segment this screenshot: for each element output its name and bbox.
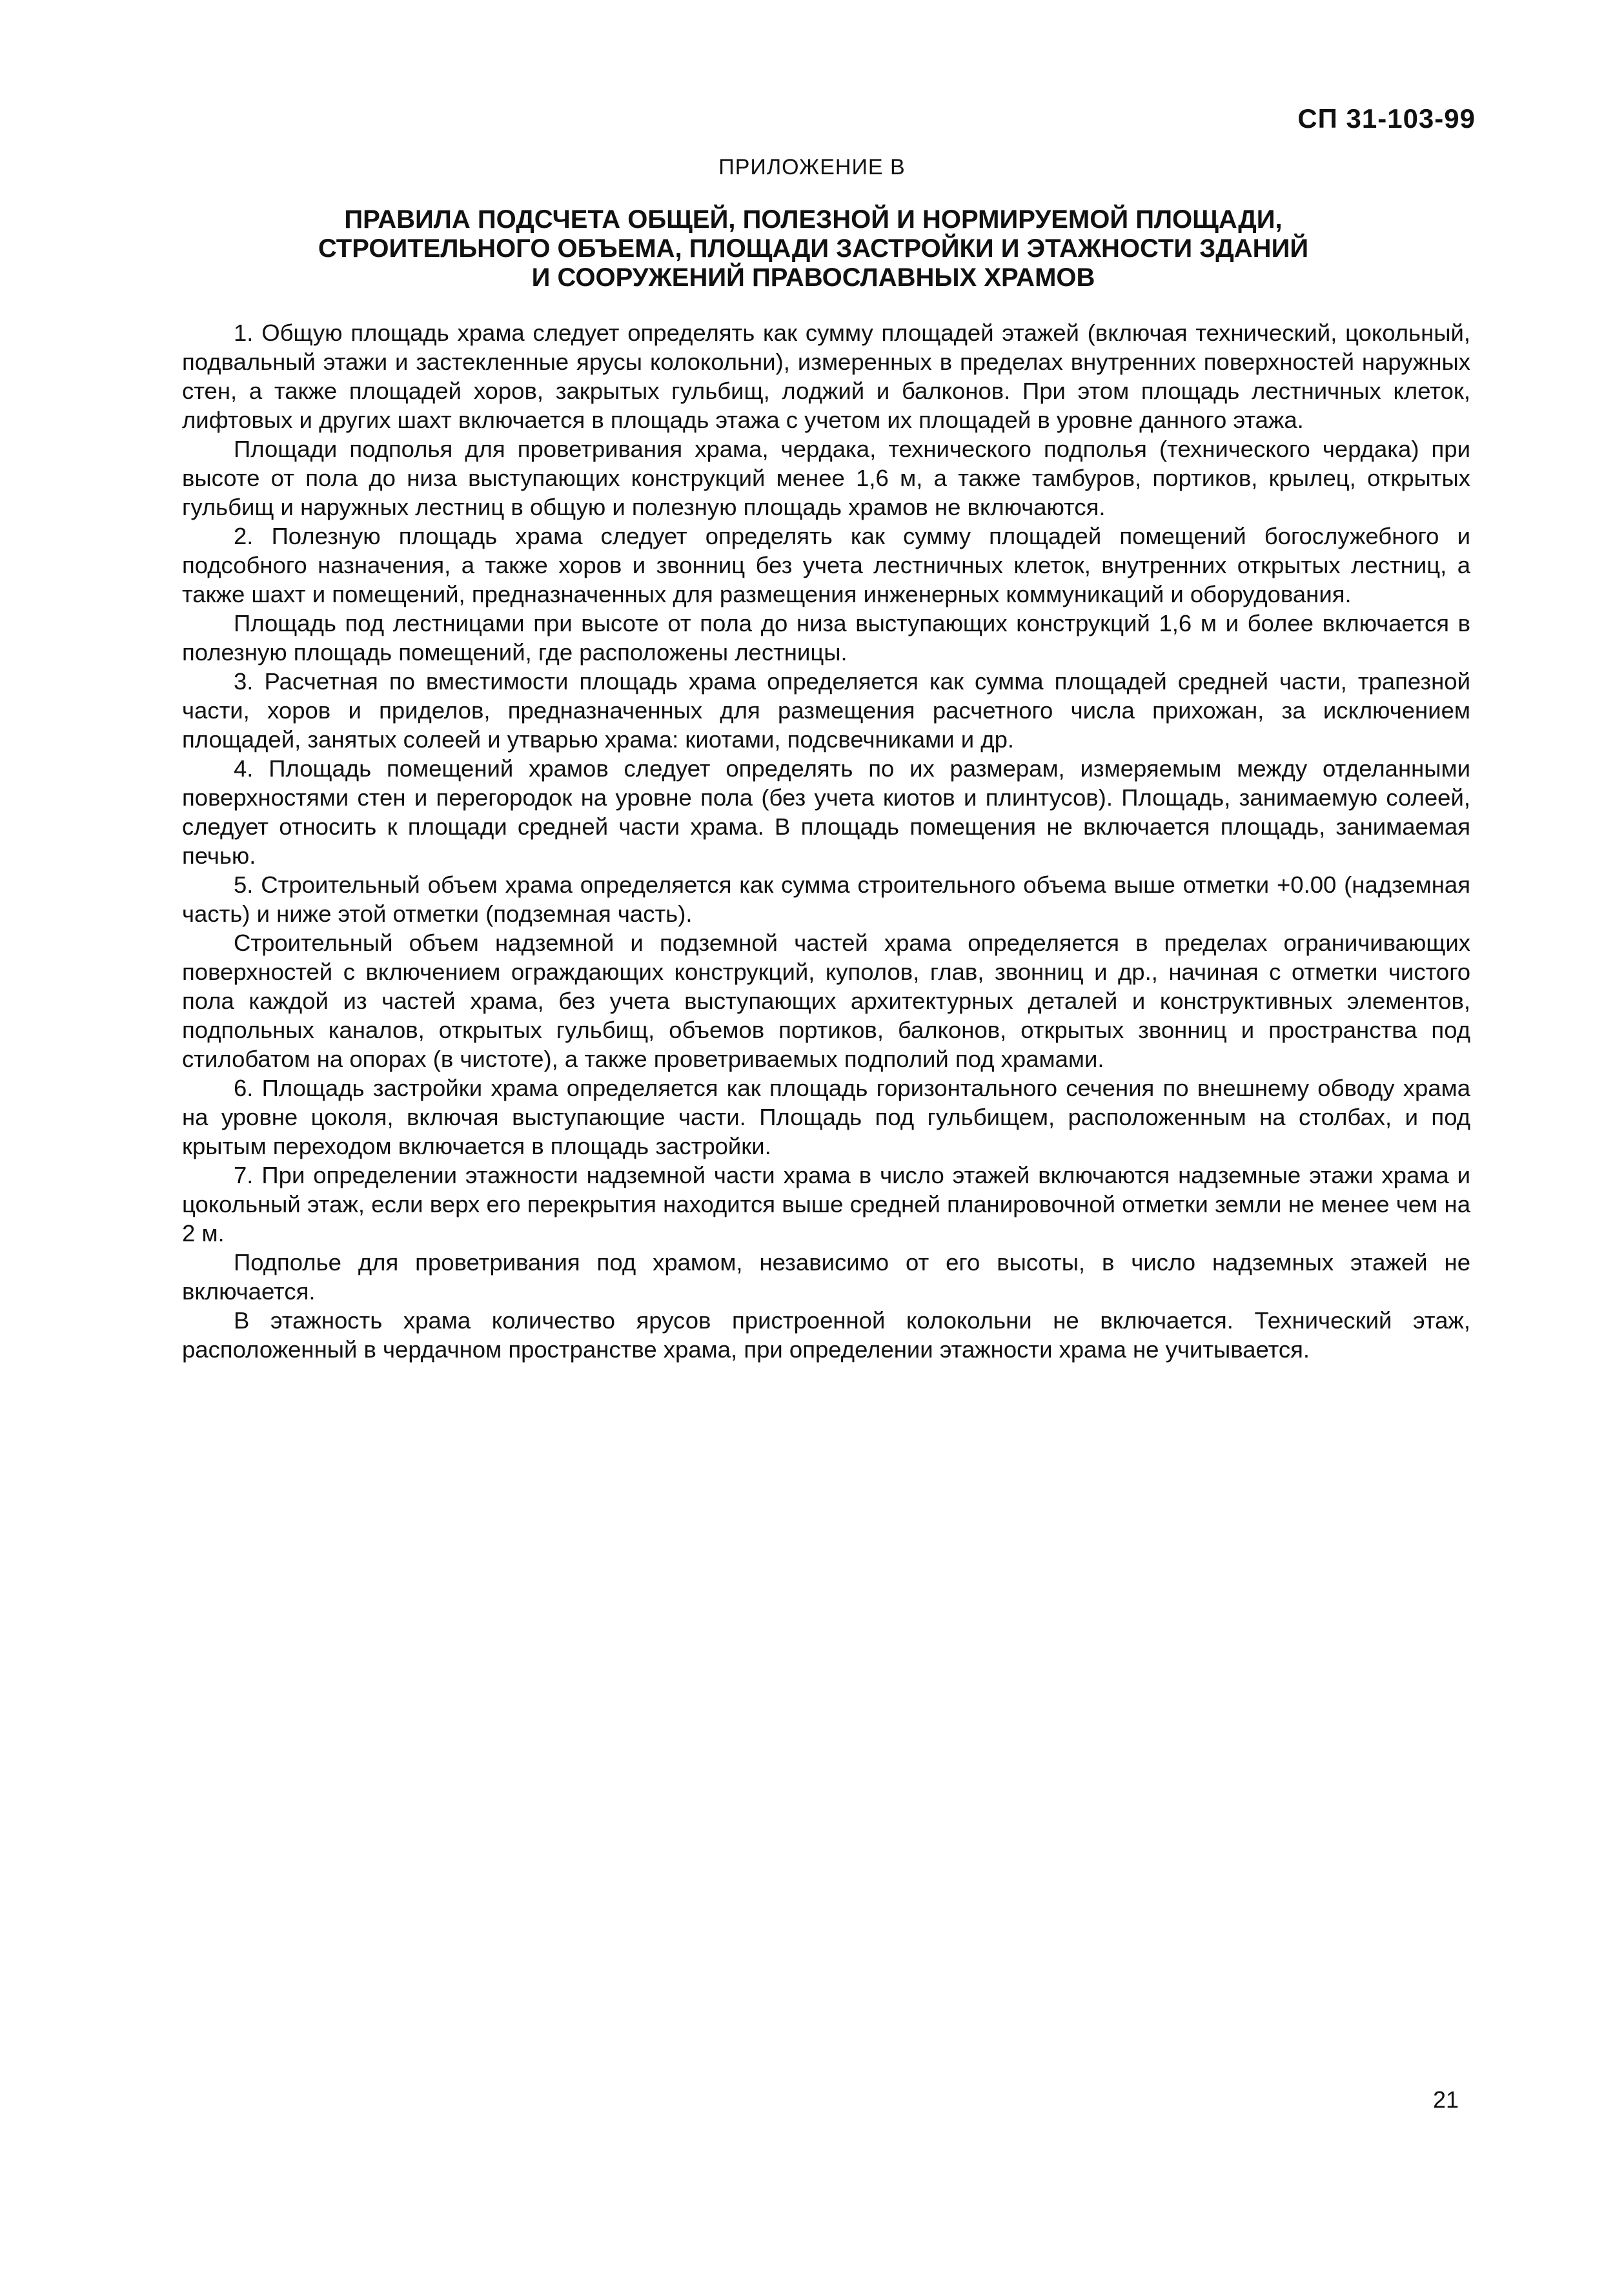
section-title	[181, 205, 1446, 292]
paragraph: Площадь под лестницами при высоте от пола до низа выступающих конструкций 1,6 м и более включается в полезную площадь помещений, где расположены лестницы.	[182, 610, 1470, 666]
paragraph: Подполье для проветривания под храмом, независимо от его высоты, в число надземных этажей не включается.	[182, 1249, 1470, 1305]
paragraph: 3. Расчетная по вместимости площадь храма определяется как сумма площадей средней части, трапезной части, хоров и приделов, предназначенных для размещения расчетного числа прихожан, за исключением площадей, занятых солеей и утварью храма: киотами, подсвечниками и др.	[182, 668, 1470, 753]
paragraph: 4. Площадь помещений храмов следует определять по их размерам, измеряемым между отделанными поверхностями стен и перегородок на уровне пола (без учета киотов и плинтусов). Площадь, занимаемую солеей, следует относить к площади средней части храма. В площадь помещения не включается площадь, занимаемая печью.	[182, 755, 1470, 869]
document-code: СП 31-103-99	[1297, 103, 1476, 134]
paragraph: В этажность храма количество ярусов пристроенной колокольни не включается. Технический этаж, расположенный в чердачном пространстве храма, при определении этажности храма не учитывается.	[182, 1307, 1470, 1363]
paragraph: Строительный объем надземной и подземной частей храма определяется в пределах ограничивающих поверхностей с включением ограждающих конструкций, куполов, глав, звонниц и др., начиная с отметки чистого пола каждой из частей храма, без учета выступающих архитектурных деталей и конструктивных элементов, подпольных каналов, открытых гульбищ, объемов портиков, балконов, открытых звонниц и пространства под стилобатом на опорах (в чистоте), а также проветриваемых подполий под храмами.	[182, 930, 1470, 1072]
paragraph: 2. Полезную площадь храма следует определять как сумму площадей помещений богослужебного и подсобного назначения, а также хоров и звонниц без учета лестничных клеток, внутренних открытых лестниц, а также шахт и помещений, предназначенных для размещения инженерных коммуникаций и оборудования.	[182, 523, 1470, 607]
paragraph: 5. Строительный объем храма определяется как сумма строительного объема выше отметки +0.00 (надземная часть) и ниже этой отметки (подземная часть).	[182, 871, 1470, 927]
title-line: ПРАВИЛА ПОДСЧЕТА ОБЩЕЙ, ПОЛЕЗНОЙ И НОРМИРУЕМОЙ ПЛОЩАДИ,	[344, 205, 1283, 234]
page-number: 21	[1432, 2086, 1459, 2113]
appendix-label: ПРИЛОЖЕНИЕ В	[718, 155, 906, 179]
body-text	[182, 318, 1470, 1364]
title-line: И СООРУЖЕНИЙ ПРАВОСЛАВНЫХ ХРАМОВ	[531, 263, 1095, 292]
paragraph: Площади подполья для проветривания храма, чердака, технического подполья (технического чердака) при высоте от пола до низа выступающих конструкций менее 1,6 м, а также тамбуров, портиков, крылец, открытых гульбищ и наружных лестниц в общую и полезную площадь храмов не включаются.	[182, 436, 1470, 520]
paragraph: 6. Площадь застройки храма определяется как площадь горизонтального сечения по внешнему обводу храма на уровне цоколя, включая выступающие части. Площадь под гульбищем, расположенным на столбах, и под крытым переходом включается в площадь застройки.	[182, 1075, 1470, 1159]
title-line: СТРОИТЕЛЬНОГО ОБЪЕМА, ПЛОЩАДИ ЗАСТРОЙКИ И ЭТАЖНОСТИ ЗДАНИЙ	[318, 234, 1309, 263]
paragraph: 1. Общую площадь храма следует определять как сумму площадей этажей (включая технический, цокольный, подвальный этажи и застекленные ярусы колокольни), измеренных в пределах внутренних поверхностей наружных стен, а также площадей хоров, закрытых гульбищ, лоджий и балконов. При этом площадь лестничных клеток, лифтовых и других шахт включается в площадь этажа с учетом их площадей в уровне данного этажа.	[182, 320, 1470, 433]
paragraph: 7. При определении этажности надземной части храма в число этажей включаются надземные этажи храма и цокольный этаж, если верх его перекрытия находится выше средней планировочной отметки земли не менее чем на 2 м.	[182, 1162, 1470, 1247]
